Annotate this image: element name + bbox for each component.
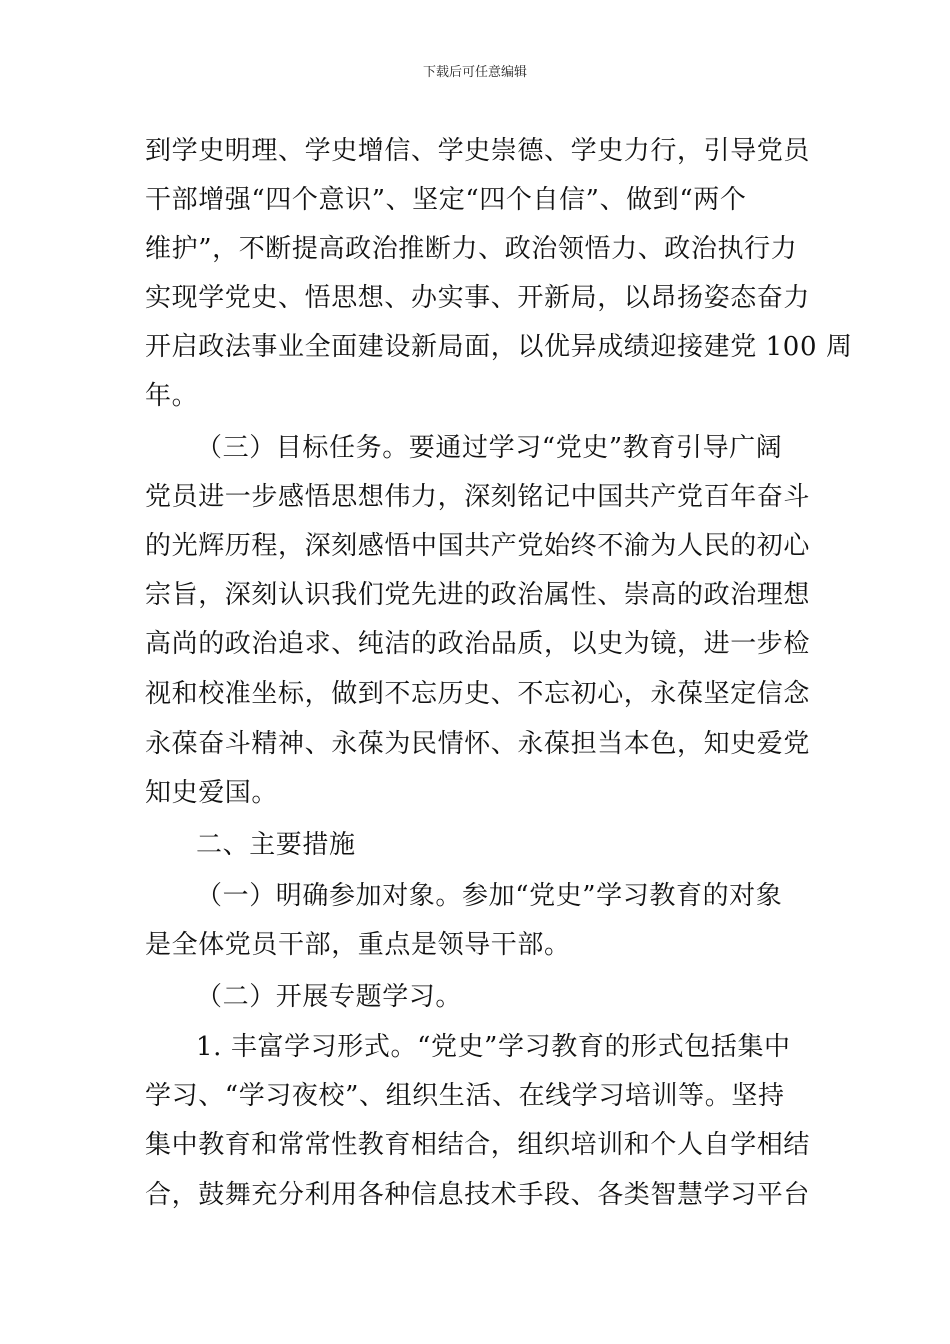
body-line-22: 合，鼓舞充分利用各种信息技术手段、各类智慧学习平台 bbox=[145, 1180, 811, 1210]
body-line-4: 实现学党史、悟思想、办实事、开新局，以昂扬姿态奋力 bbox=[145, 283, 811, 313]
section-heading-main-measures: 二、主要措施 bbox=[196, 830, 356, 860]
body-line-1: 到学史明理、学史增信、学史崇德、学史力行，引导党员 bbox=[145, 136, 811, 166]
body-line-10: 宗旨，深刻认识我们党先进的政治属性、崇高的政治理想 bbox=[145, 580, 811, 610]
body-line-9: 的光辉历程，深刻感悟中国共产党始终不渝为人民的初心 bbox=[145, 531, 811, 561]
paragraph-study-forms-start: 1. 丰富学习形式。“党史”学习教育的形式包括集中 bbox=[196, 1032, 791, 1062]
body-line-12: 视和校准坐标，做到不忘历史、不忘初心，永葆坚定信念 bbox=[145, 679, 811, 709]
body-line-20: 学习、“学习夜校”、组织生活、在线学习培训等。坚持 bbox=[145, 1081, 785, 1111]
body-line-6: 年。 bbox=[145, 381, 199, 411]
page-header: 下载后可任意编辑 bbox=[422, 65, 527, 80]
body-line-14: 知史爱国。 bbox=[145, 778, 279, 808]
body-line-5: 开启政法事业全面建设新局面，以优异成绩迎接建党 100 周 bbox=[145, 332, 853, 362]
body-line-3: 维护”，不断提高政治推断力、政治领悟力、政治执行力 bbox=[145, 234, 798, 264]
body-line-2: 干部增强“四个意识”、坚定“四个自信”、做到“两个 bbox=[145, 185, 747, 215]
paragraph-participants-start: （一）明确参加对象。参加“党史”学习教育的对象 bbox=[196, 881, 783, 911]
subheading-special-study: （二）开展专题学习。 bbox=[196, 982, 463, 1012]
paragraph-3-start: （三）目标任务。要通过学习“党史”教育引导广阔 bbox=[196, 433, 783, 463]
body-line-13: 永葆奋斗精神、永葆为民情怀、永葆担当本色，知史爱党 bbox=[145, 729, 811, 759]
body-line-17: 是全体党员干部，重点是领导干部。 bbox=[145, 930, 571, 960]
body-line-11: 高尚的政治追求、纯洁的政治品质，以史为镜，进一步检 bbox=[145, 629, 811, 659]
body-line-21: 集中教育和常常性教育相结合，组织培训和个人自学相结 bbox=[145, 1130, 811, 1160]
body-line-8: 党员进一步感悟思想伟力，深刻铭记中国共产党百年奋斗 bbox=[145, 482, 811, 512]
